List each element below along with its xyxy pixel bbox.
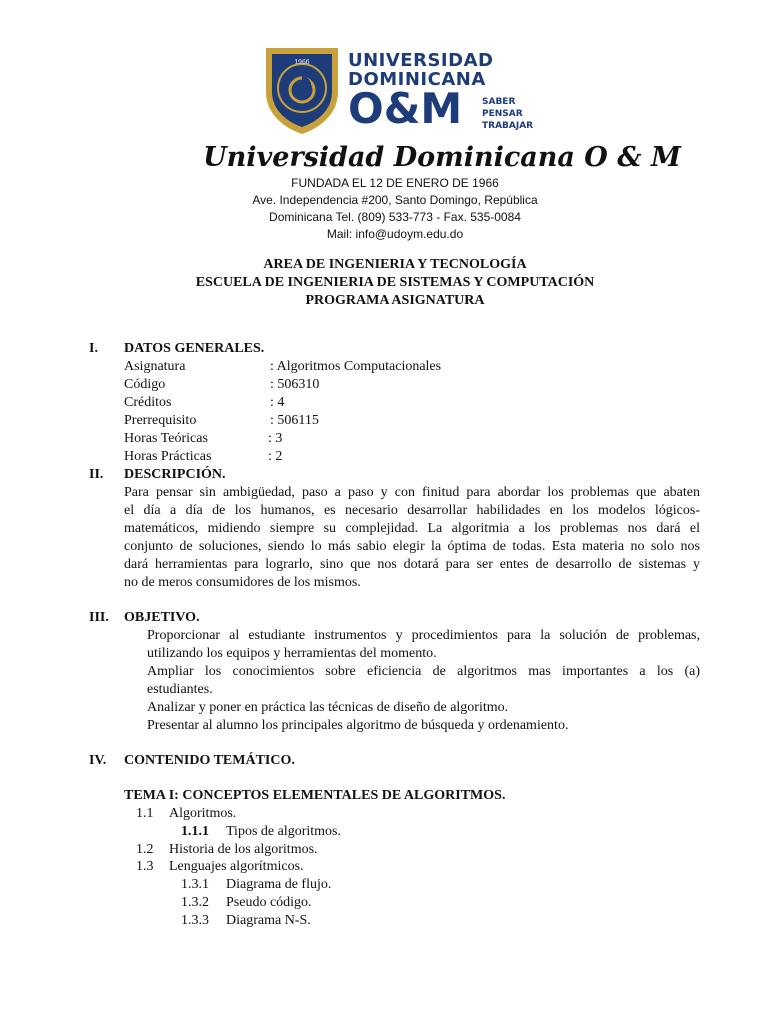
section-number: I. (89, 341, 98, 356)
description-line: dará herramientas para lograrlo, sino que nos dotará para ser entes de desarrollo de sistemas y (124, 557, 700, 572)
item-text: Lenguajes algorítmicos. (169, 859, 304, 874)
objective-1 (147, 627, 700, 663)
field-value-horas-teoricas: : 3 (268, 431, 283, 446)
objective-4 (147, 717, 700, 735)
field-key-asignatura: Asignatura (124, 359, 186, 374)
logo-motto (482, 96, 546, 132)
field-value-asignatura: : Algoritmos Computacionales (270, 359, 442, 374)
item-text: Tipos de algoritmos. (226, 824, 341, 839)
description-line: Para pensar sin ambigüedad, paso a paso y con finitud para abordar los problemas que abaten (124, 485, 700, 500)
logo-line-universidad: UNIVERSIDAD (348, 50, 494, 71)
item-text: Historia de los algoritmos. (169, 842, 318, 857)
contact-block (230, 175, 560, 243)
tema-title: TEMA I: CONCEPTOS ELEMENTALES DE ALGORITMOS. (124, 788, 506, 803)
objective-line: Ampliar los conocimientos sobre eficiencia de algoritmos mas importantes a los (a) (147, 664, 700, 679)
email-line: Mail: info@udoym.edu.do (326, 227, 464, 241)
field-key-prerrequisito: Prerrequisito (124, 413, 197, 428)
description-paragraph (124, 484, 700, 592)
objective-line: utilizando los equipos y herramientas del momento. (147, 646, 437, 661)
motto-trabajar: TRABAJAR (482, 121, 534, 131)
field-key-codigo: Código (124, 377, 166, 392)
description-line: el día a día de los humanos, es necesario desarrollar habilidades en los modelos lógicos- (124, 503, 700, 518)
field-value-prerrequisito: : 506115 (270, 413, 319, 428)
program-headings (150, 256, 640, 310)
school-heading: ESCUELA DE INGENIERIA DE SISTEMAS Y COMPUTACIÓN (195, 275, 595, 290)
section-number: III. (89, 610, 109, 625)
objective-line: Proporcionar al estudiante instrumentos y procedimientos para la solución de problemas, (147, 628, 700, 643)
section-title: DESCRIPCIÓN. (124, 467, 226, 482)
field-value-codigo: : 506310 (270, 377, 320, 392)
item-text: Algoritmos. (169, 806, 237, 821)
description-line: conjunto de soluciones, siendo lo más sabio elegir la óptima de todas. Esta materia no solo nos (124, 539, 700, 554)
founded-line: FUNDADA EL 12 DE ENERO DE 1966 (291, 176, 499, 190)
item-number: 1.3.1 (181, 877, 209, 892)
field-value-creditos: : 4 (270, 395, 285, 410)
item-number: 1.3.2 (181, 895, 209, 910)
section-title: DATOS GENERALES. (124, 341, 265, 356)
field-key-horas-practicas: Horas Prácticas (124, 449, 212, 464)
logo-line-dominicana: DOMINICANA (348, 69, 486, 90)
section-title: CONTENIDO TEMÁTICO. (124, 753, 295, 768)
motto-pensar: PENSAR (482, 109, 523, 119)
item-number: 1.3.3 (181, 913, 209, 928)
item-number: 1.2 (136, 842, 154, 857)
objective-3 (147, 699, 700, 717)
item-number: 1.1 (136, 806, 154, 821)
program-heading: PROGRAMA ASIGNATURA (305, 293, 485, 308)
item-text: Diagrama N-S. (226, 913, 311, 928)
objective-line: Analizar y poner en práctica las técnicas de diseño de algoritmo. (147, 700, 509, 715)
field-key-horas-teoricas: Horas Teóricas (124, 431, 208, 446)
objective-line: estudiantes. (147, 682, 213, 697)
logo-year: 1966 (294, 59, 310, 66)
section-number: IV. (89, 753, 107, 768)
logo-line-om: O&M (348, 84, 463, 133)
section-number: II. (89, 467, 104, 482)
item-number: 1.1.1 (181, 824, 209, 839)
field-key-creditos: Créditos (124, 395, 172, 410)
area-heading: AREA DE INGENIERIA Y TECNOLOGÍA (263, 257, 527, 272)
objective-2 (147, 663, 700, 699)
address-line: Ave. Independencia #200, Santo Domingo, República (252, 193, 538, 207)
objective-line: Presentar al alumno los principales algoritmo de búsqueda y ordenamiento. (147, 718, 569, 733)
field-value-horas-practicas: : 2 (268, 449, 283, 464)
university-logo (262, 44, 532, 136)
item-text: Pseudo código. (226, 895, 312, 910)
motto-saber: SABER (482, 97, 516, 107)
description-line: no de meros consumidores de los mismos. (124, 575, 361, 590)
item-number: 1.3 (136, 859, 154, 874)
item-text: Diagrama de flujo. (226, 877, 332, 892)
phone-line: Dominicana Tel. (809) 533-773 - Fax. 535-0084 (269, 210, 521, 224)
shield-emblem-icon (262, 44, 342, 136)
description-line: matemáticos, midiendo siempre su complejidad. La algoritmia a los problemas nos dará el (124, 521, 700, 536)
section-title: OBJETIVO. (124, 610, 200, 625)
university-title: Universidad Dominicana O & M (203, 142, 681, 173)
